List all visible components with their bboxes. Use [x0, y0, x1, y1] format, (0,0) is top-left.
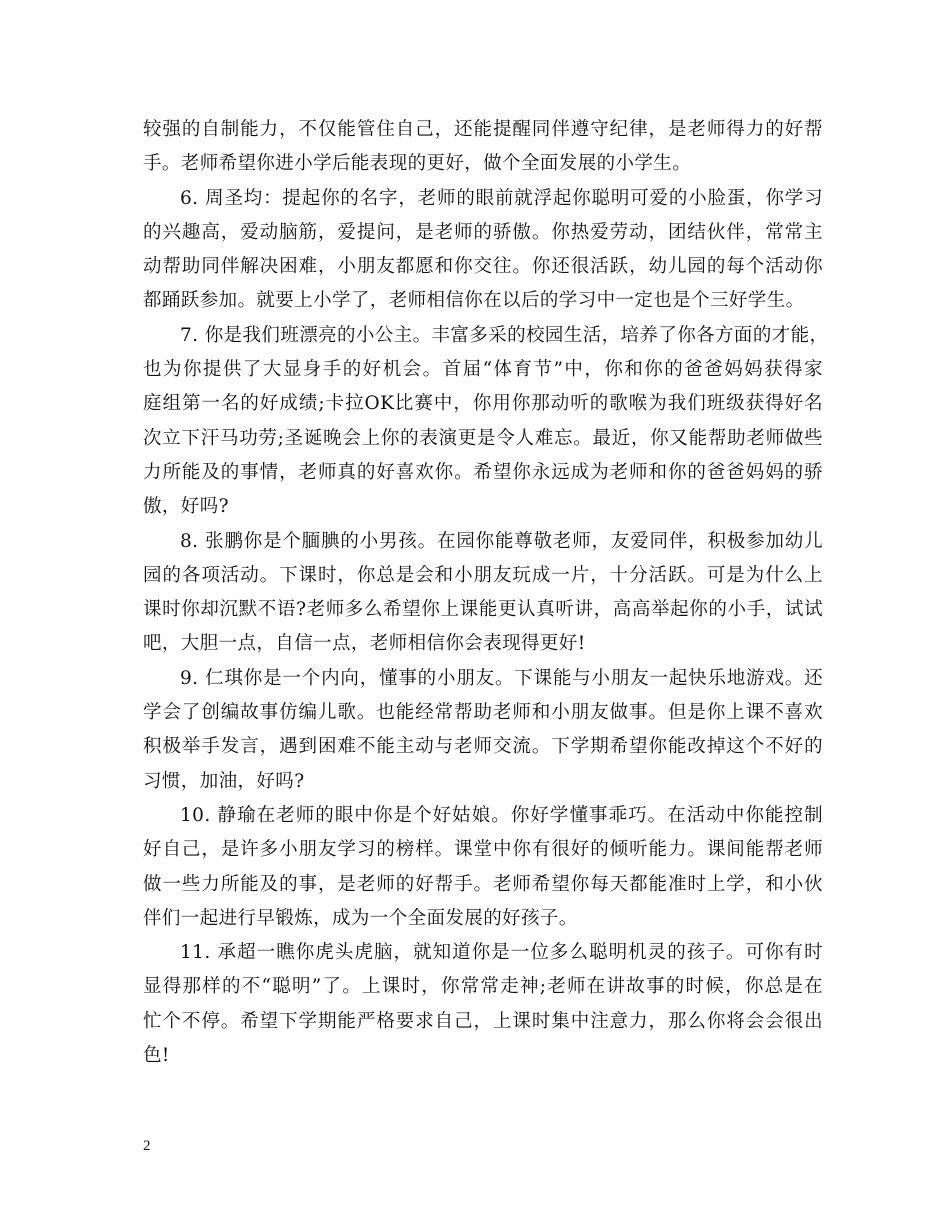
text-line: 忙个不停。希望下学期能严格要求自己，上课时集中注意力，那么你将会会很出 — [143, 1010, 823, 1032]
text-line: 较强的自制能力，不仅能管住自己，还能提醒同伴遵守纪律，是老师得力的好帮 — [143, 119, 823, 140]
paragraph-start-8: 8. 张鹏你是个腼腆的小男孩。在园你能尊敬老师，友爱同伴，积极参加幼儿 — [180, 530, 823, 552]
text-line: 力所能及的事情，老师真的好喜欢你。希望你永远成为老师和你的爸爸妈妈的骄 — [143, 461, 823, 483]
text-line: 伴们一起进行早锻炼，成为一个全面发展的好孩子。 — [143, 907, 578, 929]
text-line: 次立下汗马功劳;圣诞晚会上你的表演更是令人难忘。最近，你又能帮助老师做些 — [143, 427, 823, 449]
text-line: 课时你却沉默不语?老师多么希望你上课能更认真听讲，高高举起你的小手，试试 — [143, 599, 823, 621]
text-line: 显得那样的不“聪明”了。上课时，你常常走神;老师在讲故事的时候，你总是在 — [143, 976, 823, 998]
text-line: 都踊跃参加。就要上小学了，老师相信你在以后的学习中一定也是个三好学生。 — [143, 290, 805, 312]
text-line: 学会了创编故事仿编儿歌。也能经常帮助老师和小朋友做事。但是你上课不喜欢 — [143, 702, 823, 724]
text-line: 色! — [143, 1045, 170, 1067]
text-line: 积极举手发言，遇到困难不能主动与老师交流。下学期希望你能改掉这个不好的 — [143, 736, 823, 758]
paragraph-start-10: 10. 静瑜在老师的眼中你是个好姑娘。你好学懂事乖巧。在活动中你能控制 — [180, 804, 823, 826]
text-line: 的兴趣高，爱动脑筋，爱提问，是老师的骄傲。你热爱劳动，团结伙伴，常常主 — [143, 221, 823, 243]
text-line: 动帮助同伴解决困难，小朋友都愿和你交往。你还很活跃，幼儿园的每个活动你 — [143, 256, 823, 278]
text-line: 也为你提供了大显身手的好机会。首届“体育节”中，你和你的爸爸妈妈获得家 — [143, 359, 823, 381]
body-text — [143, 113, 829, 1073]
page-number: 2 — [143, 1138, 151, 1154]
text-line: 吧，大胆一点，自信一点，老师相信你会表现得更好! — [143, 633, 586, 655]
text-line: 手。老师希望你进小学后能表现的更好，做个全面发展的小学生。 — [143, 153, 692, 175]
paragraph-start-6: 6. 周圣均：提起你的名字，老师的眼前就浮起你聪明可爱的小脸蛋，你学习 — [180, 187, 823, 209]
text-line: 习惯，加油，好吗? — [143, 770, 305, 792]
text-line: 好自己，是许多小朋友学习的榜样。课堂中你有很好的倾听能力。课间能帮老师 — [143, 839, 823, 861]
text-line: 做一些力所能及的事，是老师的好帮手。老师希望你每天都能准时上学，和小伙 — [143, 873, 823, 895]
text-line: 庭组第一名的好成绩;卡拉OK比赛中，你用你那动听的歌喉为我们班级获得好名 — [143, 393, 823, 415]
paragraph-start-9: 9. 仁琪你是一个内向，懂事的小朋友。下课能与小朋友一起快乐地游戏。还 — [180, 667, 823, 689]
paragraph-start-7: 7. 你是我们班漂亮的小公主。丰富多采的校园生活，培养了你各方面的才能， — [180, 324, 829, 346]
text-line: 傲，好吗? — [143, 496, 229, 518]
paragraph-start-11: 11. 承超一瞧你虎头虎脑，就知道你是一位多么聪明机灵的孩子。可你有时 — [180, 942, 823, 964]
text-line: 园的各项活动。下课时，你总是会和小朋友玩成一片，十分活跃。可是为什么上 — [143, 564, 823, 586]
